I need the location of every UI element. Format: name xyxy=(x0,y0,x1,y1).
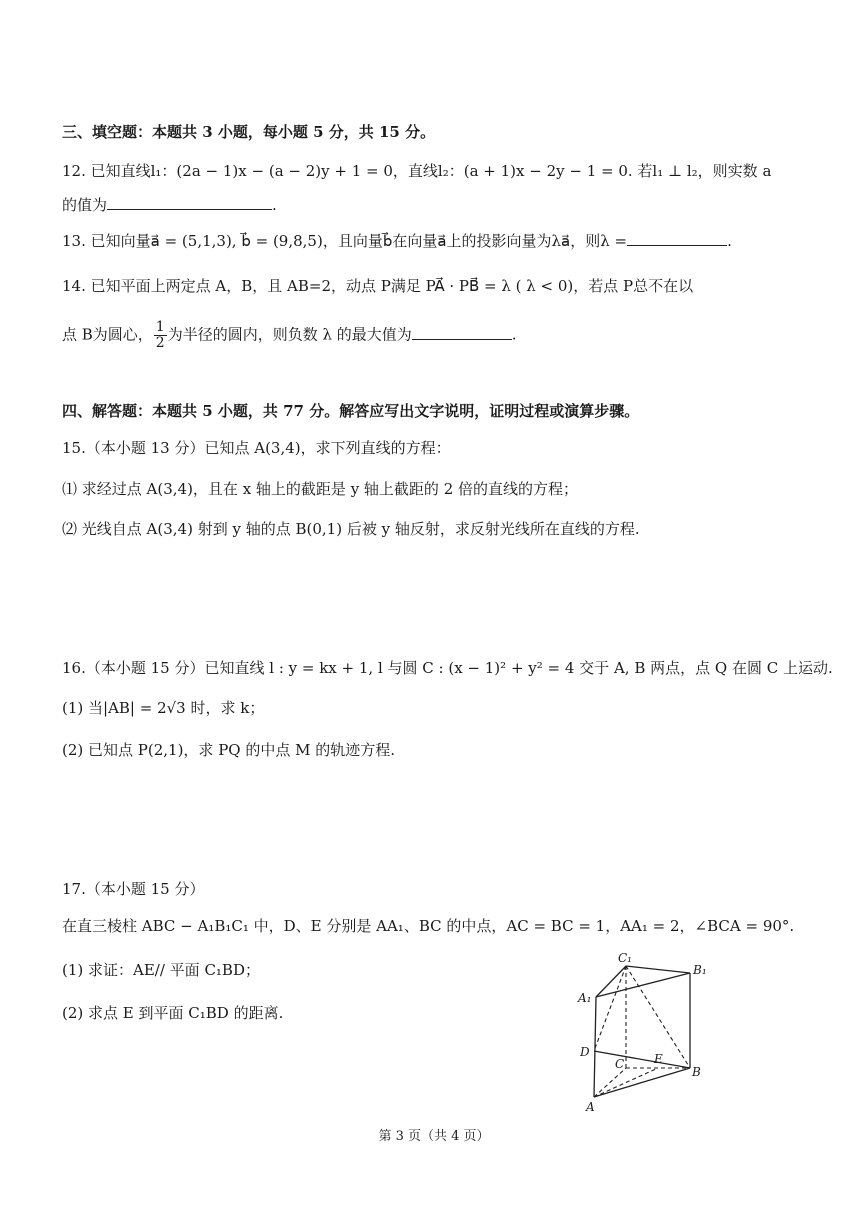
q15-part2: ⑵ 光线自点 A(3,4) 射到 y 轴的点 B(0,1) 后被 y 轴反射，求反射光线所在直线的方程. xyxy=(62,520,640,538)
q17-text: 在直三棱柱 ABC − A₁B₁C₁ 中，D、E 分别是 AA₁、BC 的中点，AC = BC = 1，AA₁ = 2，∠BCA = 90°. xyxy=(62,917,795,935)
edge-d-b xyxy=(594,1051,690,1068)
edge-c1-b1 xyxy=(626,966,690,973)
q12-line1: 12. 已知直线l₁：(2a − 1)x − (a − 2)y + 1 = 0，直线l₂：(a + 1)x − 2y − 1 = 0. 若l₁ ⊥ l₂，则实数 a xyxy=(62,162,772,180)
label-b: B xyxy=(692,1065,701,1079)
q15-part1: ⑴ 求经过点 A(3,4)，且在 x 轴上的截距是 y 轴上截距的 2 倍的直线的方程； xyxy=(62,480,579,498)
q14-suffix: . xyxy=(511,325,517,344)
q17-title: 17.（本小题 15 分） xyxy=(62,880,205,898)
label-e: E xyxy=(654,1052,663,1066)
q12-suffix: . xyxy=(272,196,277,214)
q17-part2: (2) 求点 E 到平面 C₁BD 的距离. xyxy=(62,1004,284,1022)
q13-text: 13. 已知向量a⃗ = (5,1,3), b⃗ = (9,8,5)，且向量b⃗在向量a⃗上的投影向量为λa⃗，则λ = xyxy=(62,232,628,250)
q14-frac-den: 2 xyxy=(155,335,165,351)
edge-c1-d xyxy=(594,966,626,1051)
q12-prefix: 的值为 xyxy=(62,196,108,214)
label-b1: B₁ xyxy=(693,963,707,977)
edge-a-b xyxy=(594,1068,690,1097)
label-c: C xyxy=(615,1057,625,1071)
prism-figure xyxy=(570,950,720,1120)
q12-line2 xyxy=(62,194,277,215)
q14-fraction xyxy=(154,320,167,351)
q14-prefix: 点 B为圆心， xyxy=(62,325,153,344)
q14-line1: 14. 已知平面上两定点 A，B，且 AB=2，动点 P满足 PA⃗ · PB⃗ = λ ( λ < 0)，若点 P总不在以 xyxy=(62,277,694,295)
edge-a-e xyxy=(594,1068,658,1097)
q12-answer-blank xyxy=(107,194,272,210)
q15-title: 15.（本小题 13 分）已知点 A(3,4)，求下列直线的方程： xyxy=(62,439,451,457)
section3-heading: 三、填空题：本题共 3 小题，每小题 5 分，共 15 分。 xyxy=(62,123,436,141)
q14-line2 xyxy=(62,320,517,351)
q13-suffix: . xyxy=(727,232,732,250)
q13-line xyxy=(62,230,732,251)
label-a1: A₁ xyxy=(578,991,592,1005)
q17-part1: (1) 求证：AE// 平面 C₁BD； xyxy=(62,961,260,979)
q14-frac-num: 1 xyxy=(155,319,165,335)
q13-answer-blank xyxy=(627,230,727,246)
section4-heading: 四、解答题：本题共 5 小题，共 77 分。解答应写出文字说明，证明过程或演算步骤。 xyxy=(62,402,640,420)
q16-part2: (2) 已知点 P(2,1)，求 PQ 的中点 M 的轨迹方程. xyxy=(62,741,396,759)
q14-answer-blank xyxy=(412,324,512,340)
edge-a1-b1 xyxy=(596,973,690,997)
q16-title: 16.（本小题 15 分）已知直线 l : y = kx + 1, l 与圆 C : (x − 1)² + y² = 4 交于 A, B 两点，点 Q 在圆 C 上运动. xyxy=(62,659,833,677)
q14-mid: 为半径的圆内，则负数 λ 的最大值为 xyxy=(167,325,412,344)
label-d: D xyxy=(580,1045,590,1059)
edge-a1-c1 xyxy=(596,966,626,997)
q16-part1: (1) 当|AB| = 2√3 时，求 k； xyxy=(62,699,265,717)
label-a: A xyxy=(586,1100,595,1114)
page-footer: 第 3 页（共 4 页） xyxy=(378,1129,490,1144)
label-c1: C₁ xyxy=(618,951,632,965)
